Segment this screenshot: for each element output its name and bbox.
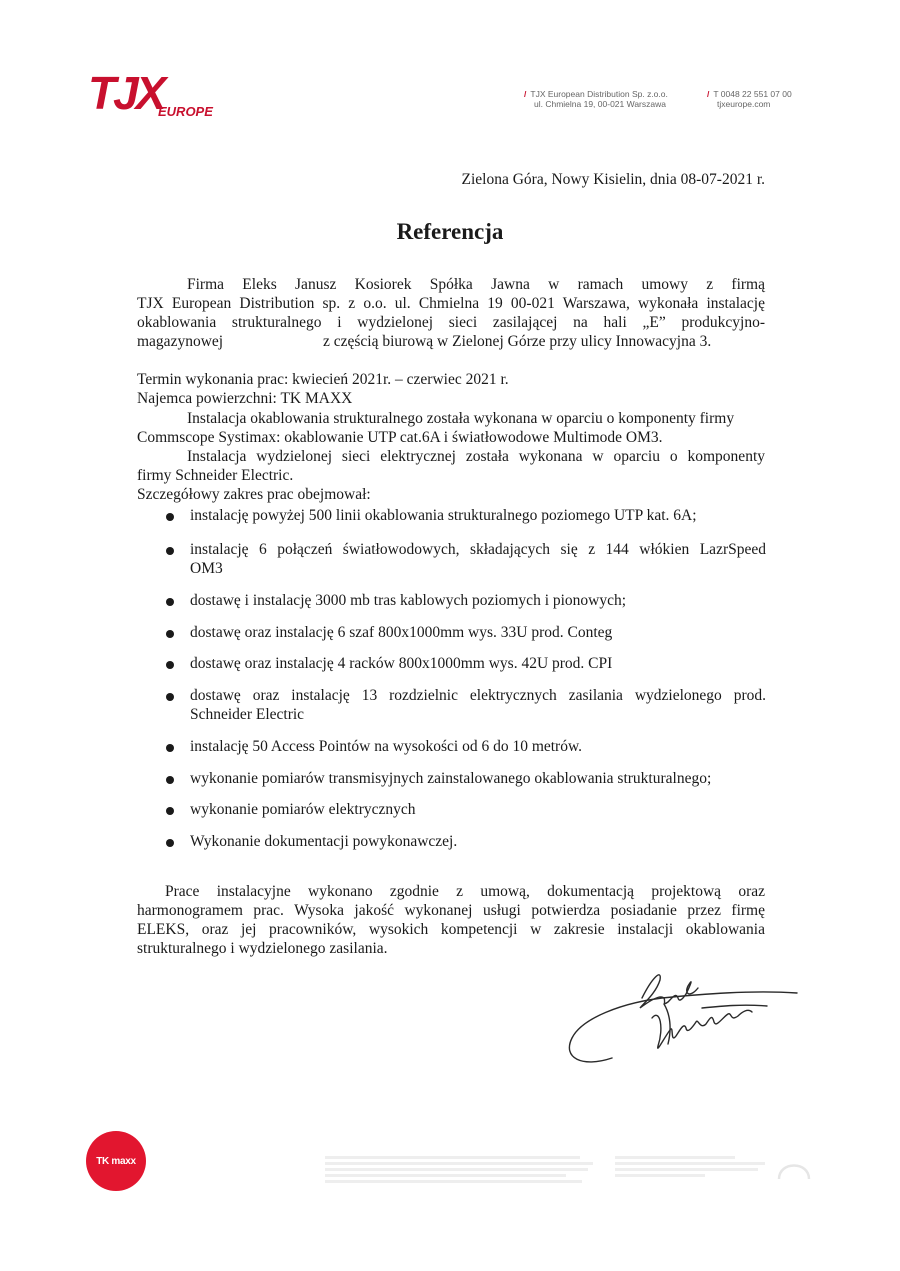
closing-line-2: harmonogramem prac. Wysoka jakość wykonanej usługi potwierdza posiadanie przez firmę: [137, 902, 765, 919]
bullet-icon: [166, 661, 174, 669]
intro-line-2: TJX European Distribution sp. z o.o. ul. Chmielna 19 00-021 Warszawa, wykonała instalację: [137, 295, 765, 312]
tenant-line: Najemca powierzchni: TK MAXX: [137, 390, 353, 407]
closing-line-4: strukturalnego i wydzielonego zasilania.: [137, 940, 388, 957]
bullet-icon: [166, 630, 174, 638]
power-line-2: firmy Schneider Electric.: [137, 467, 294, 484]
list-item: dostawę i instalację 3000 mb tras kablowych poziomych i pionowych;: [190, 592, 627, 609]
list-item: dostawę oraz instalację 6 szaf 800x1000mm wys. 33U prod. Conteg: [190, 624, 613, 641]
list-item: instalację 50 Access Pointów na wysokości od 6 do 10 metrów.: [190, 738, 583, 755]
bullet-icon: [166, 776, 174, 784]
closing-line-3: ELEKS, oraz jej pracowników, wysokich kompetencji w zakresie instalacji okablowania: [137, 921, 765, 938]
intro-line-4a: magazynowej: [137, 333, 224, 350]
footer-legal-block-2: [615, 1153, 765, 1180]
bullet-icon: [166, 598, 174, 606]
term-line: Termin wykonania prac: kwiecień 2021r. – czerwiec 2021 r.: [137, 371, 509, 388]
list-item: wykonanie pomiarów transmisyjnych zainstalowanego okablowania strukturalnego;: [190, 770, 712, 787]
scope-heading: Szczegółowy zakres prac obejmował:: [137, 486, 371, 503]
intro-line-4b: z częścią biurową w Zielonej Górze przy ulicy Innowacyjna 3.: [323, 333, 712, 350]
power-line-1: Instalacja wydzielonej sieci elektrycznej została wykonana w oparciu o komponenty: [187, 448, 765, 465]
bullet-icon: [166, 839, 174, 847]
bullet-icon: [166, 807, 174, 815]
header-website: tjxeurope.com: [717, 99, 771, 109]
header-address: ul. Chmielna 19, 00-021 Warszawa: [534, 99, 666, 109]
bullet-icon: [166, 744, 174, 752]
footer-seal-icon: [774, 1151, 814, 1181]
list-item: instalację 6 połączeń światłowodowych, składających się z 144 włókien LazrSpeed: [190, 541, 766, 558]
logo-sub-text: EUROPE: [158, 104, 213, 119]
list-item: dostawę oraz instalację 4 racków 800x1000mm wys. 42U prod. CPI: [190, 655, 613, 672]
footer-legal-block-1: [325, 1153, 593, 1186]
bullet-icon: [166, 513, 174, 521]
list-item-continuation: Schneider Electric: [190, 706, 305, 723]
closing-line-1: Prace instalacyjne wykonano zgodnie z umową, dokumentacją projektową oraz: [165, 883, 765, 900]
list-item: Wykonanie dokumentacji powykonawczej.: [190, 833, 458, 850]
cabling-line-2: Commscope Systimax: okablowanie UTP cat.6A i światłowodowe Multimode OM3.: [137, 429, 663, 446]
list-item: dostawę oraz instalację 13 rozdzielnic elektrycznych zasilania wydzielonego prod.: [190, 687, 766, 704]
intro-line-1: Firma Eleks Janusz Kosiorek Spółka Jawna w ramach umowy z firmą: [187, 276, 765, 293]
logo-main-text: TJX: [88, 67, 164, 119]
intro-line-3: okablowania strukturalnego i wydzielonej sieci zasilającej na hali „E” produkcyjno-: [137, 314, 765, 331]
tjx-europe-logo: [88, 67, 218, 122]
list-item: instalację powyżej 500 linii okablowania strukturalnego poziomego UTP kat. 6A;: [190, 507, 697, 524]
bullet-icon: [166, 547, 174, 555]
list-item: wykonanie pomiarów elektrycznych: [190, 801, 416, 818]
page-title: Referencja: [396, 219, 504, 244]
header-company: / TJX European Distribution Sp. z.o.o.: [524, 89, 668, 99]
list-item-continuation: OM3: [190, 560, 223, 577]
date-line: Zielona Góra, Nowy Kisielin, dnia 08-07-2021 r.: [461, 171, 765, 188]
tkmaxx-logo: TK maxx: [86, 1131, 146, 1191]
cabling-line-1: Instalacja okablowania strukturalnego została wykonana w oparciu o komponenty firmy: [187, 410, 735, 427]
bullet-icon: [166, 693, 174, 701]
signature-image: [552, 958, 807, 1078]
header-phone: / T 0048 22 551 07 00: [707, 89, 792, 99]
